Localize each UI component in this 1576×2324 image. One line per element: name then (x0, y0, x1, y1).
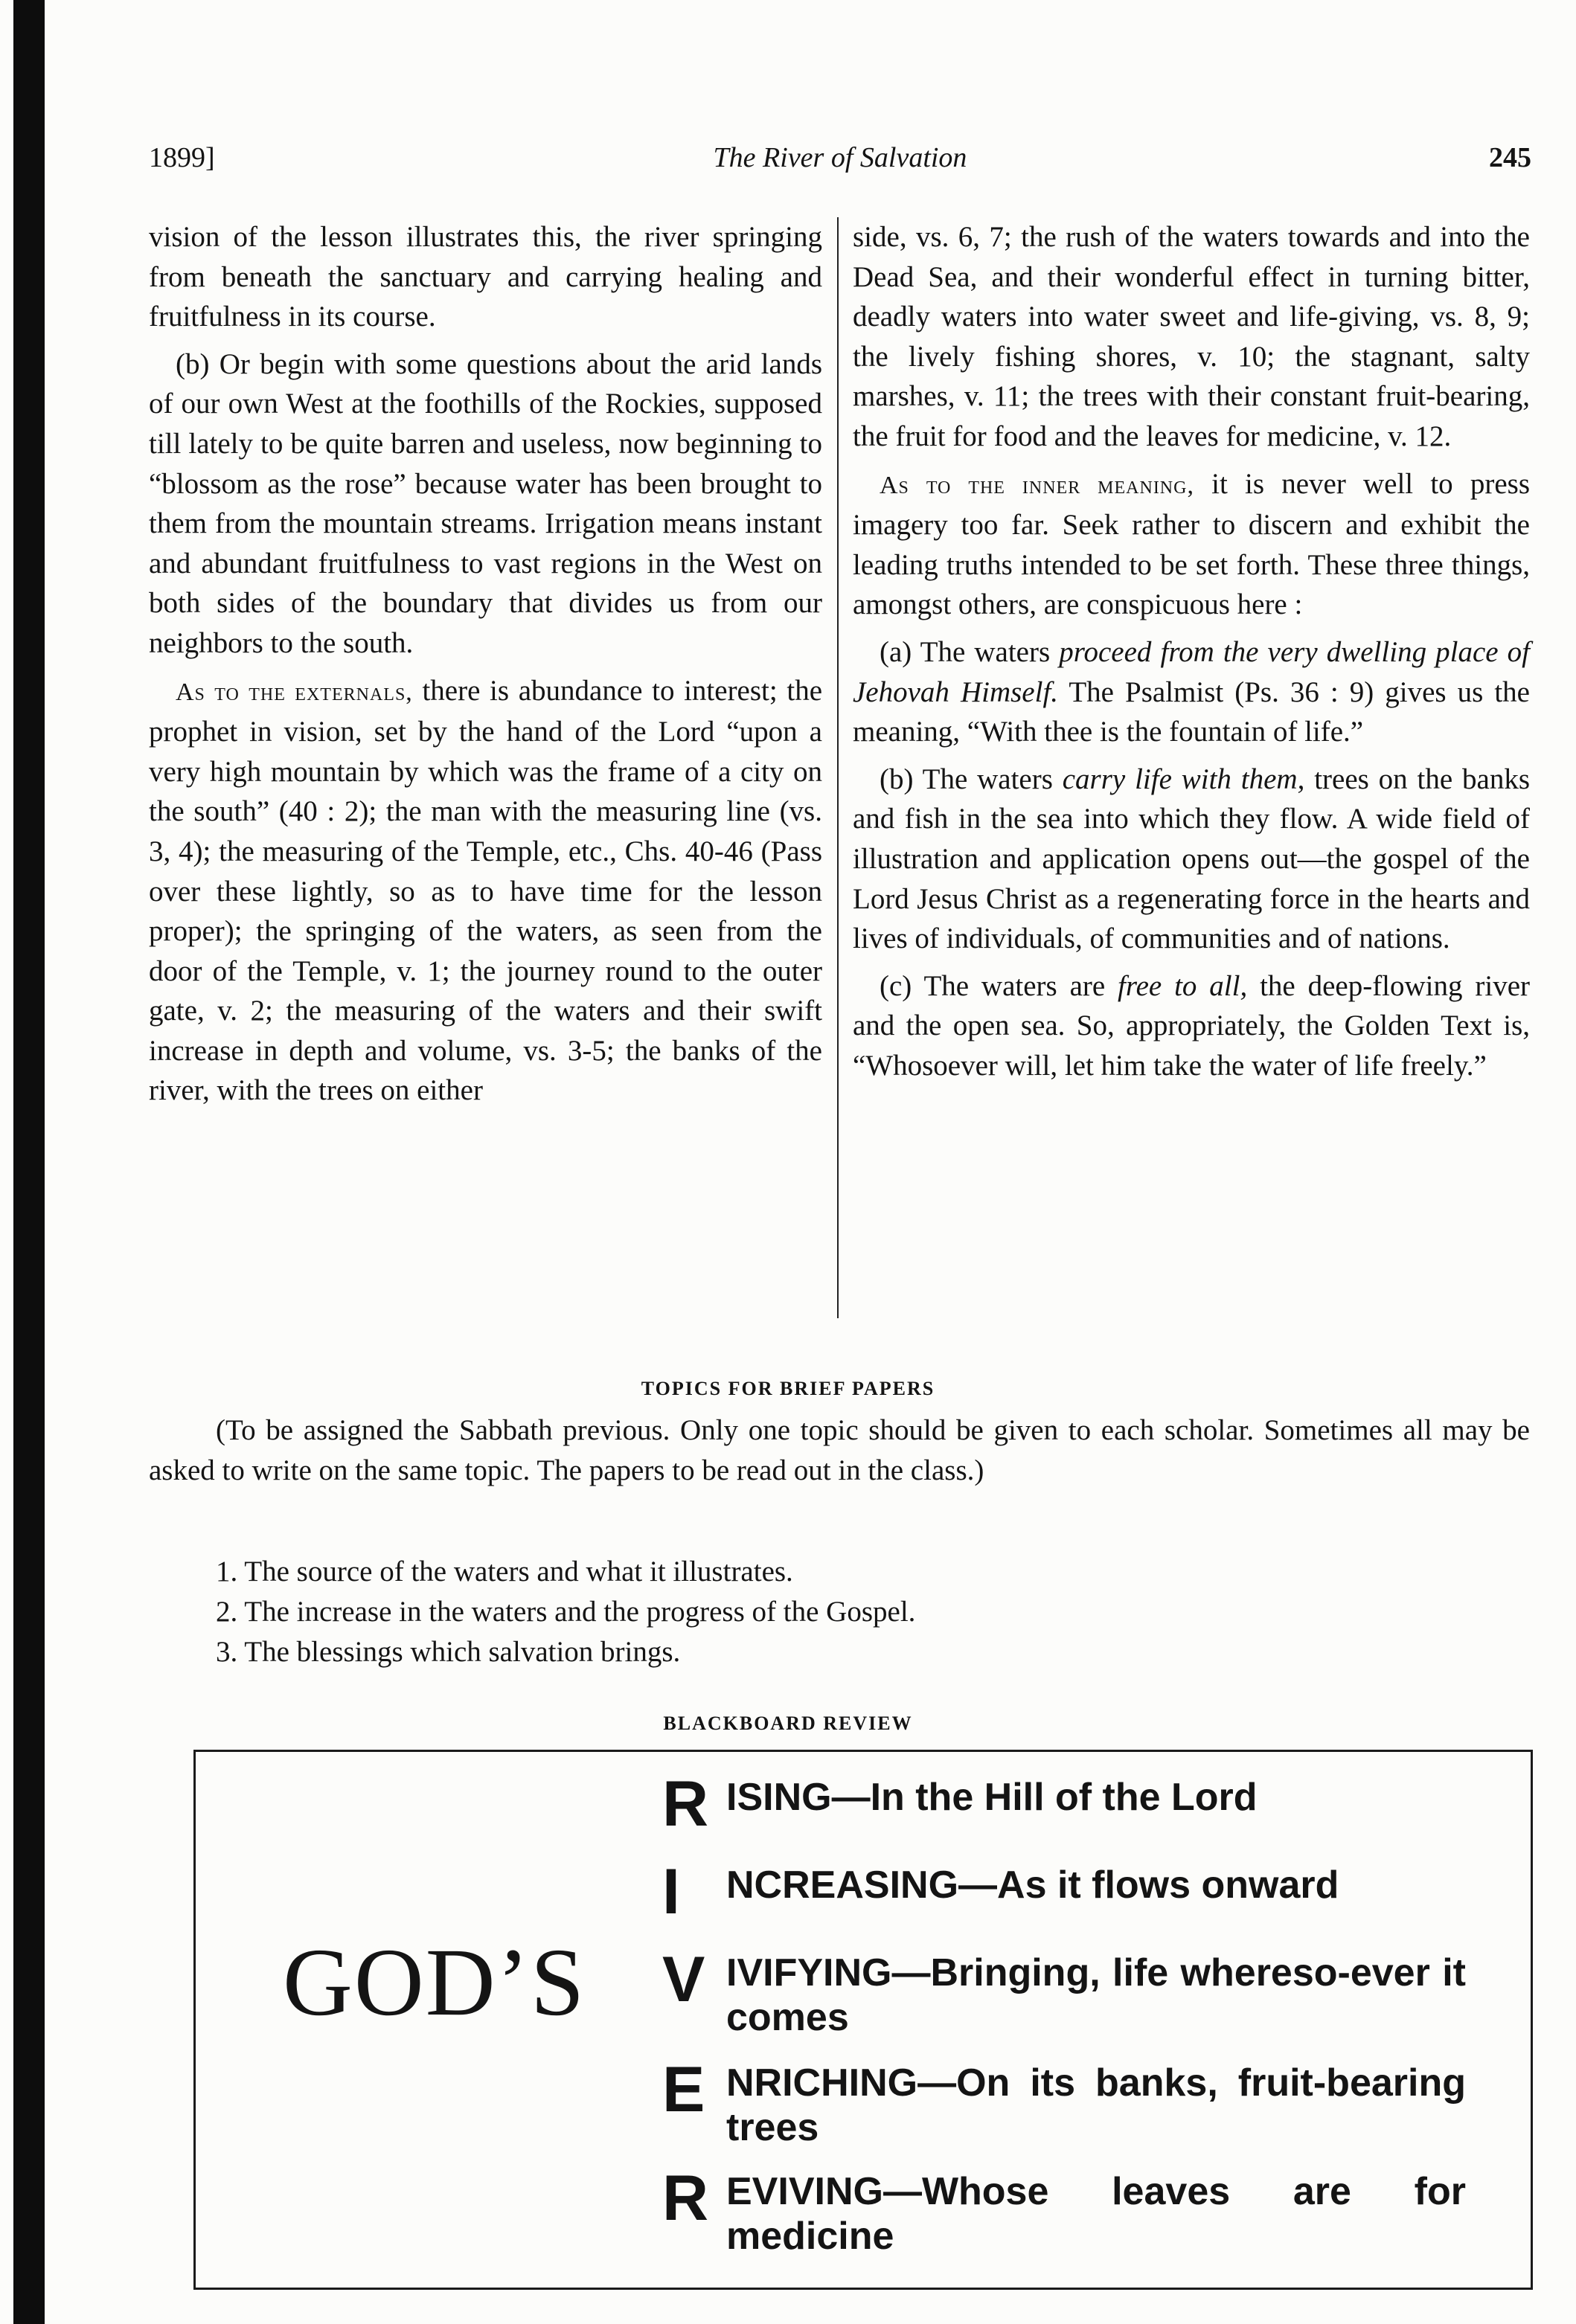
acrostic-text: EVIVING—Whose leaves are for medicine (726, 2170, 1466, 2258)
item-label: (a) The waters (880, 635, 1051, 668)
paragraph (853, 760, 1530, 959)
list-item: 2. The increase in the waters and the progress of the Gospel. (216, 1596, 916, 1628)
paragraph-body: The Psalmist (Ps. 36 : 9) gives us the meaning, “With thee is the fountain of life.” (853, 675, 1530, 748)
paragraph (853, 464, 1530, 625)
running-title: The River of Salvation (713, 142, 967, 173)
paragraph: (b) Or begin with some questions about the arid lands of our own West at the foothills of the Rockies, supposed till lately to be quite barren and useless, now beginning to “blossom as the rose” because water has been brought to them from the mountain streams. Irrigation means instant and abundant fruitfulness to vast regions in the West on both sides of the boundary that divides us from our neighbors to the south. (149, 347, 822, 659)
left-column (149, 217, 822, 1111)
acrostic-text: IVIFYING—Bringing, life whereso-ever it comes (726, 1951, 1466, 2039)
acrostic-initial: V (662, 1944, 705, 2015)
blackboard-heading: BLACKBOARD REVIEW (663, 1712, 913, 1734)
topic-list (216, 1552, 915, 1672)
paragraph-body: the deep-flowing river and the open sea. So, appropriately, the Golden Text is, “Whosoever will, let him take the water of life freely.” (853, 969, 1530, 1082)
page-number: 245 (1489, 142, 1531, 173)
page-edge-shadow (13, 0, 45, 2324)
emphasis: proceed from the very dwelling place of Jehovah Himself. (853, 635, 1531, 708)
topics-intro: (To be assigned the Sabbath previous. Only one topic should be given to each scholar. Sometimes all may be asked to write on the same topic. The papers to be read out in the class.) (149, 1414, 1530, 1486)
item-label: (c) The waters are (880, 969, 1106, 1002)
acrostic-initial: R (662, 2163, 709, 2234)
acrostic-initial: I (662, 1856, 680, 1927)
paragraph-body: it is never well to press imagery too far. Seek rather to discern and exhibit the leading truths intended to be set forth. These three things, amongst others, are conspicuous here : (853, 467, 1530, 621)
running-header (149, 141, 1531, 186)
paragraph: side, vs. 6, 7; the rush of the waters towards and into the Dead Sea, and their wonderful effect in turning bitter, deadly waters into water sweet and life-giving, vs. 8, 9; the lively fishing shores, v. 10; the stagnant, salty marshes, v. 11; the trees with their constant fruit-bearing, the fruit for food and the leaves for medicine, v. 12. (853, 221, 1530, 452)
paragraph (149, 671, 822, 1111)
box-right-rule (1531, 1752, 1533, 2288)
emphasis: carry life with them, (1062, 763, 1305, 795)
item-label: (b) The waters (880, 763, 1053, 795)
paragraph (853, 632, 1530, 752)
acrostic-text: NCREASING—As it flows onward (726, 1864, 1339, 1907)
column-divider (837, 217, 839, 1318)
blackboard-word: GOD’S (283, 1929, 586, 2036)
box-left-rule (193, 1752, 196, 2288)
emphasis: free to all, (1118, 969, 1248, 1002)
paragraph (853, 966, 1530, 1086)
paragraph-body: there is abundance to interest; the prophet in vision, set by the hand of the Lord “upon a very high mountain by which was the frame of a city on the south” (40 : 2); the man with the measuring line (vs. 3, 4); the measuring of the Temple, etc., Chs. 40-46 (Pass over these lightly, so as to have time for the lesson proper); the springing of the waters, as seen from the door of the Temple, v. 1; the journey round to the outer gate, v. 2; the measuring of the waters and their swift increase in depth and volume, vs. 3-5; the banks of the river, with the trees on either (149, 674, 823, 1107)
paragraph-body: trees on the banks and fish in the sea into which they flow. A wide field of illustration and application opens out—the gospel of the Lord Jesus Christ as a regenerating force in the hearts and lives of individuals, of communities and of nations. (853, 763, 1531, 955)
paragraph: vision of the lesson illustrates this, the river springing from beneath the sanctuary and carrying healing and fruitfulness in its course. (149, 221, 822, 333)
list-item: 3. The blessings which salvation brings. (216, 1636, 681, 1668)
acrostic-text: NRICHING—On its banks, fruit-bearing trees (726, 2061, 1466, 2149)
section-lead: As to the externals, (176, 678, 413, 706)
right-column (853, 217, 1530, 1085)
acrostic-initial: E (662, 2054, 705, 2125)
acrostic-text: ISING—In the Hill of the Lord (726, 1776, 1258, 1819)
acrostic-initial: R (662, 1768, 709, 1840)
section-lead: As to the inner meaning, (880, 471, 1194, 499)
header-year: 1899] (149, 142, 215, 173)
topics-heading: TOPICS FOR BRIEF PAPERS (641, 1378, 935, 1399)
list-item: 1. The source of the waters and what it illustrates. (216, 1556, 793, 1588)
